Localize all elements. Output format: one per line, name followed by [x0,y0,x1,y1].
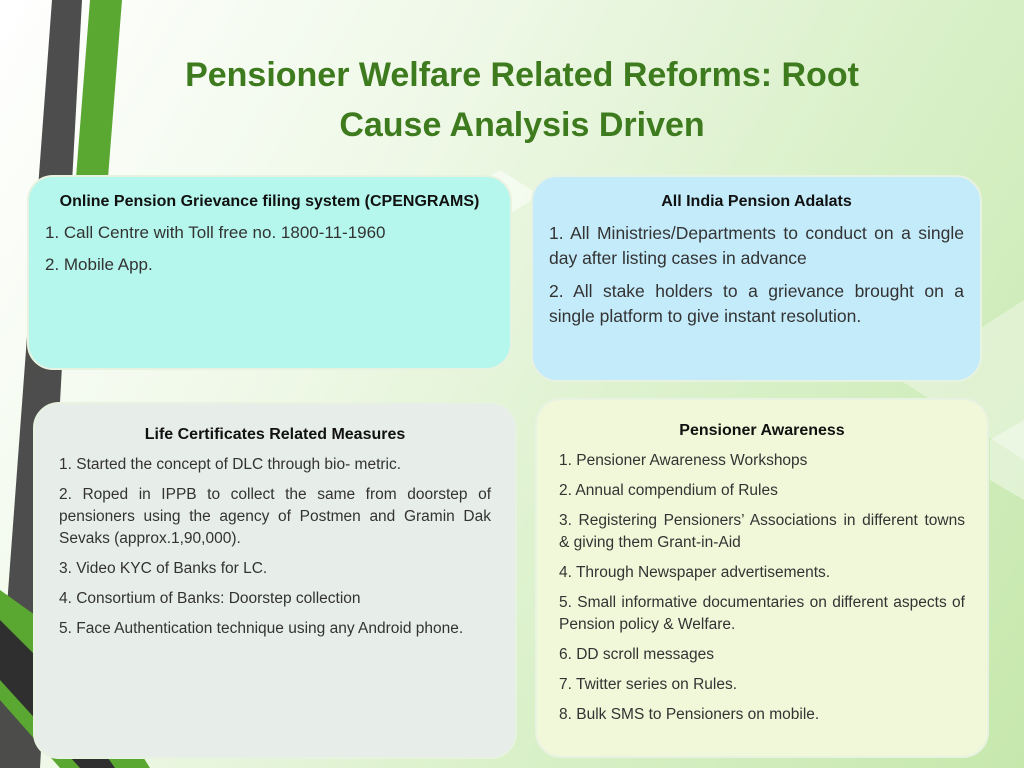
card-heading: Pensioner Awareness [679,422,845,439]
slide-title: Pensioner Welfare Related Reforms: Root Cause Analysis Driven [185,56,859,144]
card-adalats [531,175,982,382]
list-item: 5. Small informative documentaries on different aspects of Pension policy & Welfare. [559,594,965,633]
list-item: 5. Face Authentication technique using any Android phone. [59,620,464,637]
card-heading: Online Pension Grievance filing system (CPENGRAMS) [59,193,480,210]
list-item: 1. Started the concept of DLC through bio- metric. [59,456,402,473]
list-item: 6. DD scroll messages [559,646,715,663]
list-item: 2. Mobile App. [45,255,153,274]
card-pensioner-awareness [535,398,989,758]
list-item: 7. Twitter series on Rules. [559,676,738,693]
list-item: 3. Video KYC of Banks for LC. [59,560,268,577]
list-item: 2. Roped in IPPB to collect the same from doorstep of pensioners using the agency of Postmen and Gramin Dak Sevaks (approx.1,90,000). [59,486,491,547]
list-item: 4. Through Newspaper advertisements. [559,564,831,581]
list-item: 8. Bulk SMS to Pensioners on mobile. [559,706,820,723]
list-item: 2. All stake holders to a grievance brought on a single platform to give instant resolution. [549,281,964,326]
card-heading: Life Certificates Related Measures [144,426,406,443]
list-item: 2. Annual compendium of Rules [559,482,778,499]
list-item: 1. Pensioner Awareness Workshops [559,452,808,469]
list-item: 1. Call Centre with Toll free no. 1800-11-1960 [45,223,386,242]
list-item: 3. Registering Pensioners’ Associations in different towns & giving them Grant-in-Aid [559,512,965,551]
card-life-certificates [33,402,517,759]
card-heading: All India Pension Adalats [661,193,852,210]
list-item: 4. Consortium of Banks: Doorstep collection [59,590,361,607]
card-grievance [27,175,512,370]
list-item: 1. All Ministries/Departments to conduct on a single day after listing cases in advance [549,223,964,268]
